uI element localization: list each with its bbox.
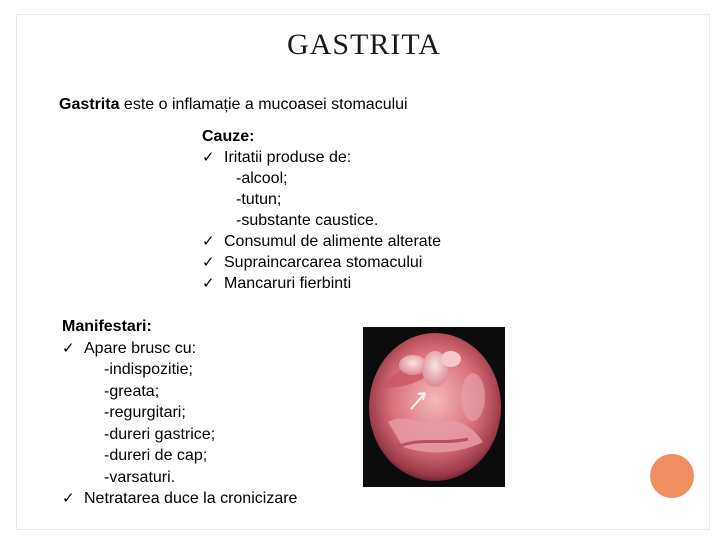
checkmark-icon: ✓ (202, 274, 215, 292)
slide-title: GASTRITA (287, 28, 441, 61)
list-item: ✓ Netratarea duce la cronicizare (62, 488, 297, 510)
intro-text: este o inflamație a mucoasei stomacului (119, 96, 408, 113)
list-item: ✓ Mancaruri fierbinti (202, 274, 352, 292)
causes-heading: Cauze: (202, 128, 255, 145)
stomach-mucosa-picture (363, 327, 505, 487)
list-subitem: -varsaturi. (104, 468, 176, 486)
decorative-circle (650, 454, 694, 498)
checkmark-icon: ✓ (202, 232, 215, 250)
checkmark-icon: ✓ (202, 148, 215, 166)
list-subitem: -greata; (104, 382, 160, 400)
list-item: ✓ Supraincarcarea stomacului (202, 253, 423, 271)
intro-term: Gastrita (59, 96, 120, 113)
list-subitem: -tutun; (236, 191, 282, 208)
manifestations-heading: Manifestari: (62, 318, 152, 335)
list-subitem: -dureri de cap; (104, 447, 208, 464)
causes-list (202, 126, 441, 294)
checkmark-icon: ✓ (62, 489, 75, 507)
checkmark-icon: ✓ (62, 338, 75, 357)
list-subitem: -regurgitari; (104, 404, 186, 421)
list-subitem: -indispozitie; (104, 361, 193, 378)
intro-line (59, 96, 408, 114)
manifestations-list (62, 316, 297, 510)
list-subitem: -substante caustice. (236, 212, 379, 229)
list-subitem: -alcool; (236, 170, 288, 187)
list-item: ✓ Apare brusc cu: (62, 338, 297, 360)
list-item: ✓ Consumul de alimente alterate (202, 232, 442, 250)
list-item: ✓ Iritatii produse de: (202, 148, 352, 166)
checkmark-icon: ✓ (202, 253, 215, 271)
endoscopy-image (363, 327, 505, 487)
list-subitem: -dureri gastrice; (104, 425, 216, 443)
